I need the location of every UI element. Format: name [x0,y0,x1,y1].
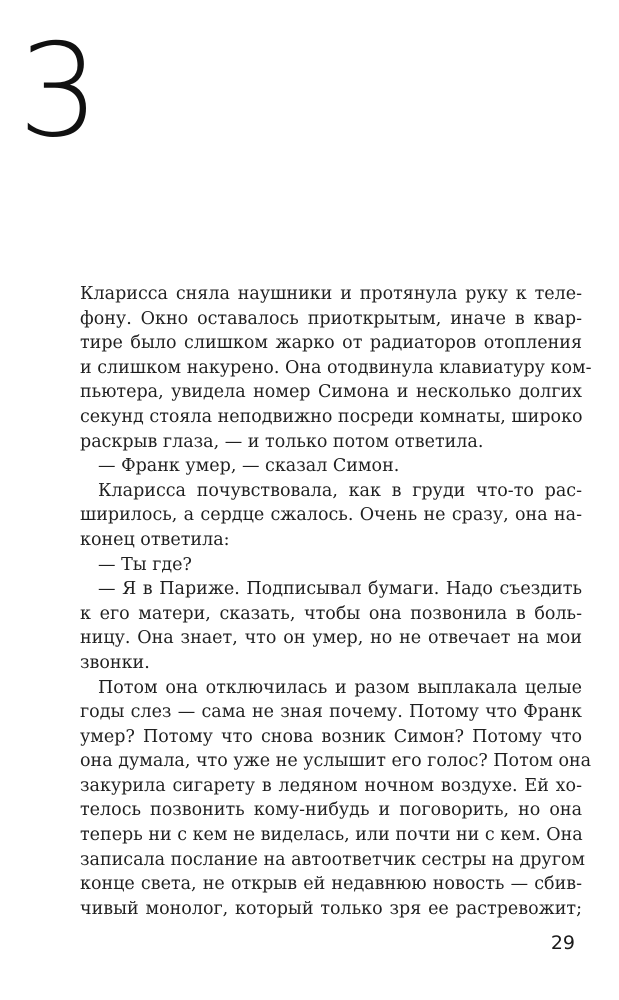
text-line: ницу. Она знает, что он умер, но не отвечает на мои [80,628,582,649]
text-line: годы слез — сама не зная почему. Потому что Франк [80,702,582,723]
text-line: к его матери, сказать, чтобы она позвонила в боль- [80,603,582,624]
body-text [80,282,592,921]
text-line: она думала, что уже не услышит его голос? Потом она [80,751,592,772]
text-line: Потом она отключилась и разом выплакала целые [98,677,582,698]
text-line: секунд стояла неподвижно посреди комнаты, широко [80,406,583,427]
text-line: закурила сигарету в ледяном ночном воздухе. Ей хо- [80,775,582,796]
text-line: Кларисса почувствовала, как в груди что-то рас- [98,480,582,501]
chapter-number: 3 [18,17,100,166]
text-line: звонки. [80,652,150,673]
text-line: ширилось, а сердце сжалось. Очень не сразу, она на- [80,505,582,526]
text-line: — Ты где? [98,554,192,575]
text-line: чивый монолог, который только зря ее растревожит; [80,898,582,919]
text-line: теперь ни с кем не виделась, или почти ни с кем. Она [80,825,583,846]
text-line: и слишком накурено. Она отодвинула клавиатуру ком- [80,357,592,378]
text-line: конец ответила: [80,529,230,550]
page-number: 29 [550,932,575,954]
text-line: умер? Потому что снова возник Симон? Потому что [80,726,582,747]
text-line: записала послание на автоответчик сестры на другом [80,849,586,870]
text-line: пьютера, увидела номер Симона и несколько долгих [80,382,582,403]
text-line: раскрыв глаза, — и только потом ответила. [80,431,484,452]
text-line: — Франк умер, — сказал Симон. [98,456,400,477]
text-line: фону. Окно оставалось приоткрытым, иначе в квар- [80,308,582,329]
text-line: Кларисса сняла наушники и протянула руку к теле- [80,284,582,304]
text-line: тире было слишком жарко от радиаторов отопления [80,333,582,354]
text-line: телось позвонить кому-нибудь и поговорить, но она [80,800,582,821]
text-line: конце света, не открыв ей недавнюю новость — сбив- [80,874,582,895]
text-line: — Я в Париже. Подписывал бумаги. Надо съездить [98,579,582,600]
